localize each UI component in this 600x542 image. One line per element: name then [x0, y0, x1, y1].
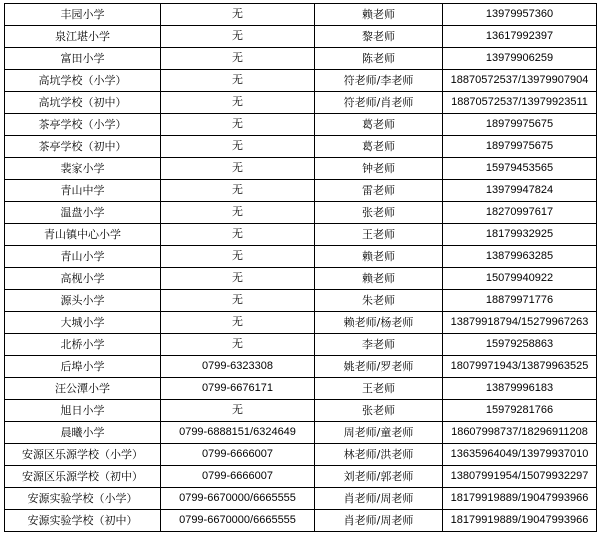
teacher-cell: 王老师	[315, 224, 443, 246]
table-row	[5, 444, 597, 466]
table-row	[5, 180, 597, 202]
landline-cell: 0799-6888151/6324649	[161, 422, 315, 444]
teacher-cell: 赖老师	[315, 268, 443, 290]
school-name-cell: 丰园小学	[5, 4, 161, 26]
teacher-cell: 肖老师/周老师	[315, 488, 443, 510]
mobile-cell: 13879918794/15279967263	[443, 312, 597, 334]
school-name-cell: 安源实验学校（小学）	[5, 488, 161, 510]
school-name-cell: 高坑学校（小学）	[5, 70, 161, 92]
school-name-cell: 青山小学	[5, 246, 161, 268]
table-row	[5, 158, 597, 180]
mobile-cell: 15979453565	[443, 158, 597, 180]
landline-cell: 无	[161, 136, 315, 158]
mobile-cell: 15979258863	[443, 334, 597, 356]
school-name-cell: 茶亭学校（小学）	[5, 114, 161, 136]
school-name-cell: 高枧小学	[5, 268, 161, 290]
mobile-cell: 13879996183	[443, 378, 597, 400]
table-row	[5, 378, 597, 400]
school-name-cell: 茶亭学校（初中）	[5, 136, 161, 158]
mobile-cell: 18179919889/19047993966	[443, 488, 597, 510]
table-row	[5, 202, 597, 224]
school-name-cell: 高坑学校（初中）	[5, 92, 161, 114]
table-row	[5, 334, 597, 356]
teacher-cell: 赖老师/杨老师	[315, 312, 443, 334]
mobile-cell: 13979947824	[443, 180, 597, 202]
landline-cell: 无	[161, 290, 315, 312]
landline-cell: 无	[161, 92, 315, 114]
teacher-cell: 陈老师	[315, 48, 443, 70]
table-row	[5, 92, 597, 114]
table-row	[5, 224, 597, 246]
mobile-cell: 13979957360	[443, 4, 597, 26]
landline-cell: 无	[161, 312, 315, 334]
table-row	[5, 246, 597, 268]
mobile-cell: 13879963285	[443, 246, 597, 268]
table-row	[5, 488, 597, 510]
table-row	[5, 136, 597, 158]
school-name-cell: 温盘小学	[5, 202, 161, 224]
landline-cell: 0799-6666007	[161, 444, 315, 466]
teacher-cell: 肖老师/周老师	[315, 510, 443, 532]
school-name-cell: 后埠小学	[5, 356, 161, 378]
landline-cell: 无	[161, 48, 315, 70]
school-name-cell: 青山镇中心小学	[5, 224, 161, 246]
teacher-cell: 周老师/童老师	[315, 422, 443, 444]
school-name-cell: 富田小学	[5, 48, 161, 70]
table-row	[5, 48, 597, 70]
landline-cell: 0799-6676171	[161, 378, 315, 400]
teacher-cell: 符老师/李老师	[315, 70, 443, 92]
teacher-cell: 林老师/洪老师	[315, 444, 443, 466]
landline-cell: 无	[161, 26, 315, 48]
school-name-cell: 泉江堪小学	[5, 26, 161, 48]
landline-cell: 0799-6323308	[161, 356, 315, 378]
table-row	[5, 290, 597, 312]
mobile-cell: 18179919889/19047993966	[443, 510, 597, 532]
table-row	[5, 400, 597, 422]
teacher-cell: 葛老师	[315, 114, 443, 136]
landline-cell: 0799-6670000/6665555	[161, 488, 315, 510]
landline-cell: 0799-6670000/6665555	[161, 510, 315, 532]
table-row	[5, 268, 597, 290]
teacher-cell: 刘老师/郭老师	[315, 466, 443, 488]
teacher-cell: 符老师/肖老师	[315, 92, 443, 114]
teacher-cell: 张老师	[315, 400, 443, 422]
mobile-cell: 18270997617	[443, 202, 597, 224]
school-name-cell: 安源实验学校（初中）	[5, 510, 161, 532]
table-row	[5, 466, 597, 488]
mobile-cell: 13979906259	[443, 48, 597, 70]
school-name-cell: 源头小学	[5, 290, 161, 312]
teacher-cell: 李老师	[315, 334, 443, 356]
table-body	[5, 4, 597, 532]
school-name-cell: 青山中学	[5, 180, 161, 202]
landline-cell: 无	[161, 4, 315, 26]
school-name-cell: 晨曦小学	[5, 422, 161, 444]
landline-cell: 无	[161, 268, 315, 290]
mobile-cell: 18179932925	[443, 224, 597, 246]
mobile-cell: 18879971776	[443, 290, 597, 312]
teacher-cell: 赖老师	[315, 4, 443, 26]
school-name-cell: 安源区乐源学校（小学）	[5, 444, 161, 466]
mobile-cell: 13807991954/15079932297	[443, 466, 597, 488]
school-name-cell: 旭日小学	[5, 400, 161, 422]
teacher-cell: 黎老师	[315, 26, 443, 48]
table-row	[5, 356, 597, 378]
table-row	[5, 4, 597, 26]
school-name-cell: 汪公潭小学	[5, 378, 161, 400]
landline-cell: 无	[161, 70, 315, 92]
mobile-cell: 15079940922	[443, 268, 597, 290]
table-row	[5, 312, 597, 334]
table-row	[5, 70, 597, 92]
mobile-cell: 18979975675	[443, 114, 597, 136]
landline-cell: 无	[161, 180, 315, 202]
landline-cell: 0799-6666007	[161, 466, 315, 488]
mobile-cell: 18979975675	[443, 136, 597, 158]
mobile-cell: 18607998737/18296911208	[443, 422, 597, 444]
teacher-cell: 王老师	[315, 378, 443, 400]
table-row	[5, 26, 597, 48]
teacher-cell: 雷老师	[315, 180, 443, 202]
mobile-cell: 18870572537/13979923511	[443, 92, 597, 114]
teacher-cell: 赖老师	[315, 246, 443, 268]
landline-cell: 无	[161, 400, 315, 422]
landline-cell: 无	[161, 334, 315, 356]
teacher-cell: 张老师	[315, 202, 443, 224]
mobile-cell: 15979281766	[443, 400, 597, 422]
mobile-cell: 18870572537/13979907904	[443, 70, 597, 92]
teacher-cell: 朱老师	[315, 290, 443, 312]
school-name-cell: 安源区乐源学校（初中）	[5, 466, 161, 488]
table-row	[5, 510, 597, 532]
landline-cell: 无	[161, 202, 315, 224]
teacher-cell: 姚老师/罗老师	[315, 356, 443, 378]
teacher-cell: 葛老师	[315, 136, 443, 158]
school-name-cell: 北桥小学	[5, 334, 161, 356]
landline-cell: 无	[161, 114, 315, 136]
table-row	[5, 114, 597, 136]
school-contact-table	[4, 3, 597, 532]
table-row	[5, 422, 597, 444]
landline-cell: 无	[161, 246, 315, 268]
mobile-cell: 13635964049/13979937010	[443, 444, 597, 466]
teacher-cell: 钟老师	[315, 158, 443, 180]
school-name-cell: 大城小学	[5, 312, 161, 334]
landline-cell: 无	[161, 158, 315, 180]
school-name-cell: 裴家小学	[5, 158, 161, 180]
landline-cell: 无	[161, 224, 315, 246]
mobile-cell: 13617992397	[443, 26, 597, 48]
mobile-cell: 18079971943/13879963525	[443, 356, 597, 378]
